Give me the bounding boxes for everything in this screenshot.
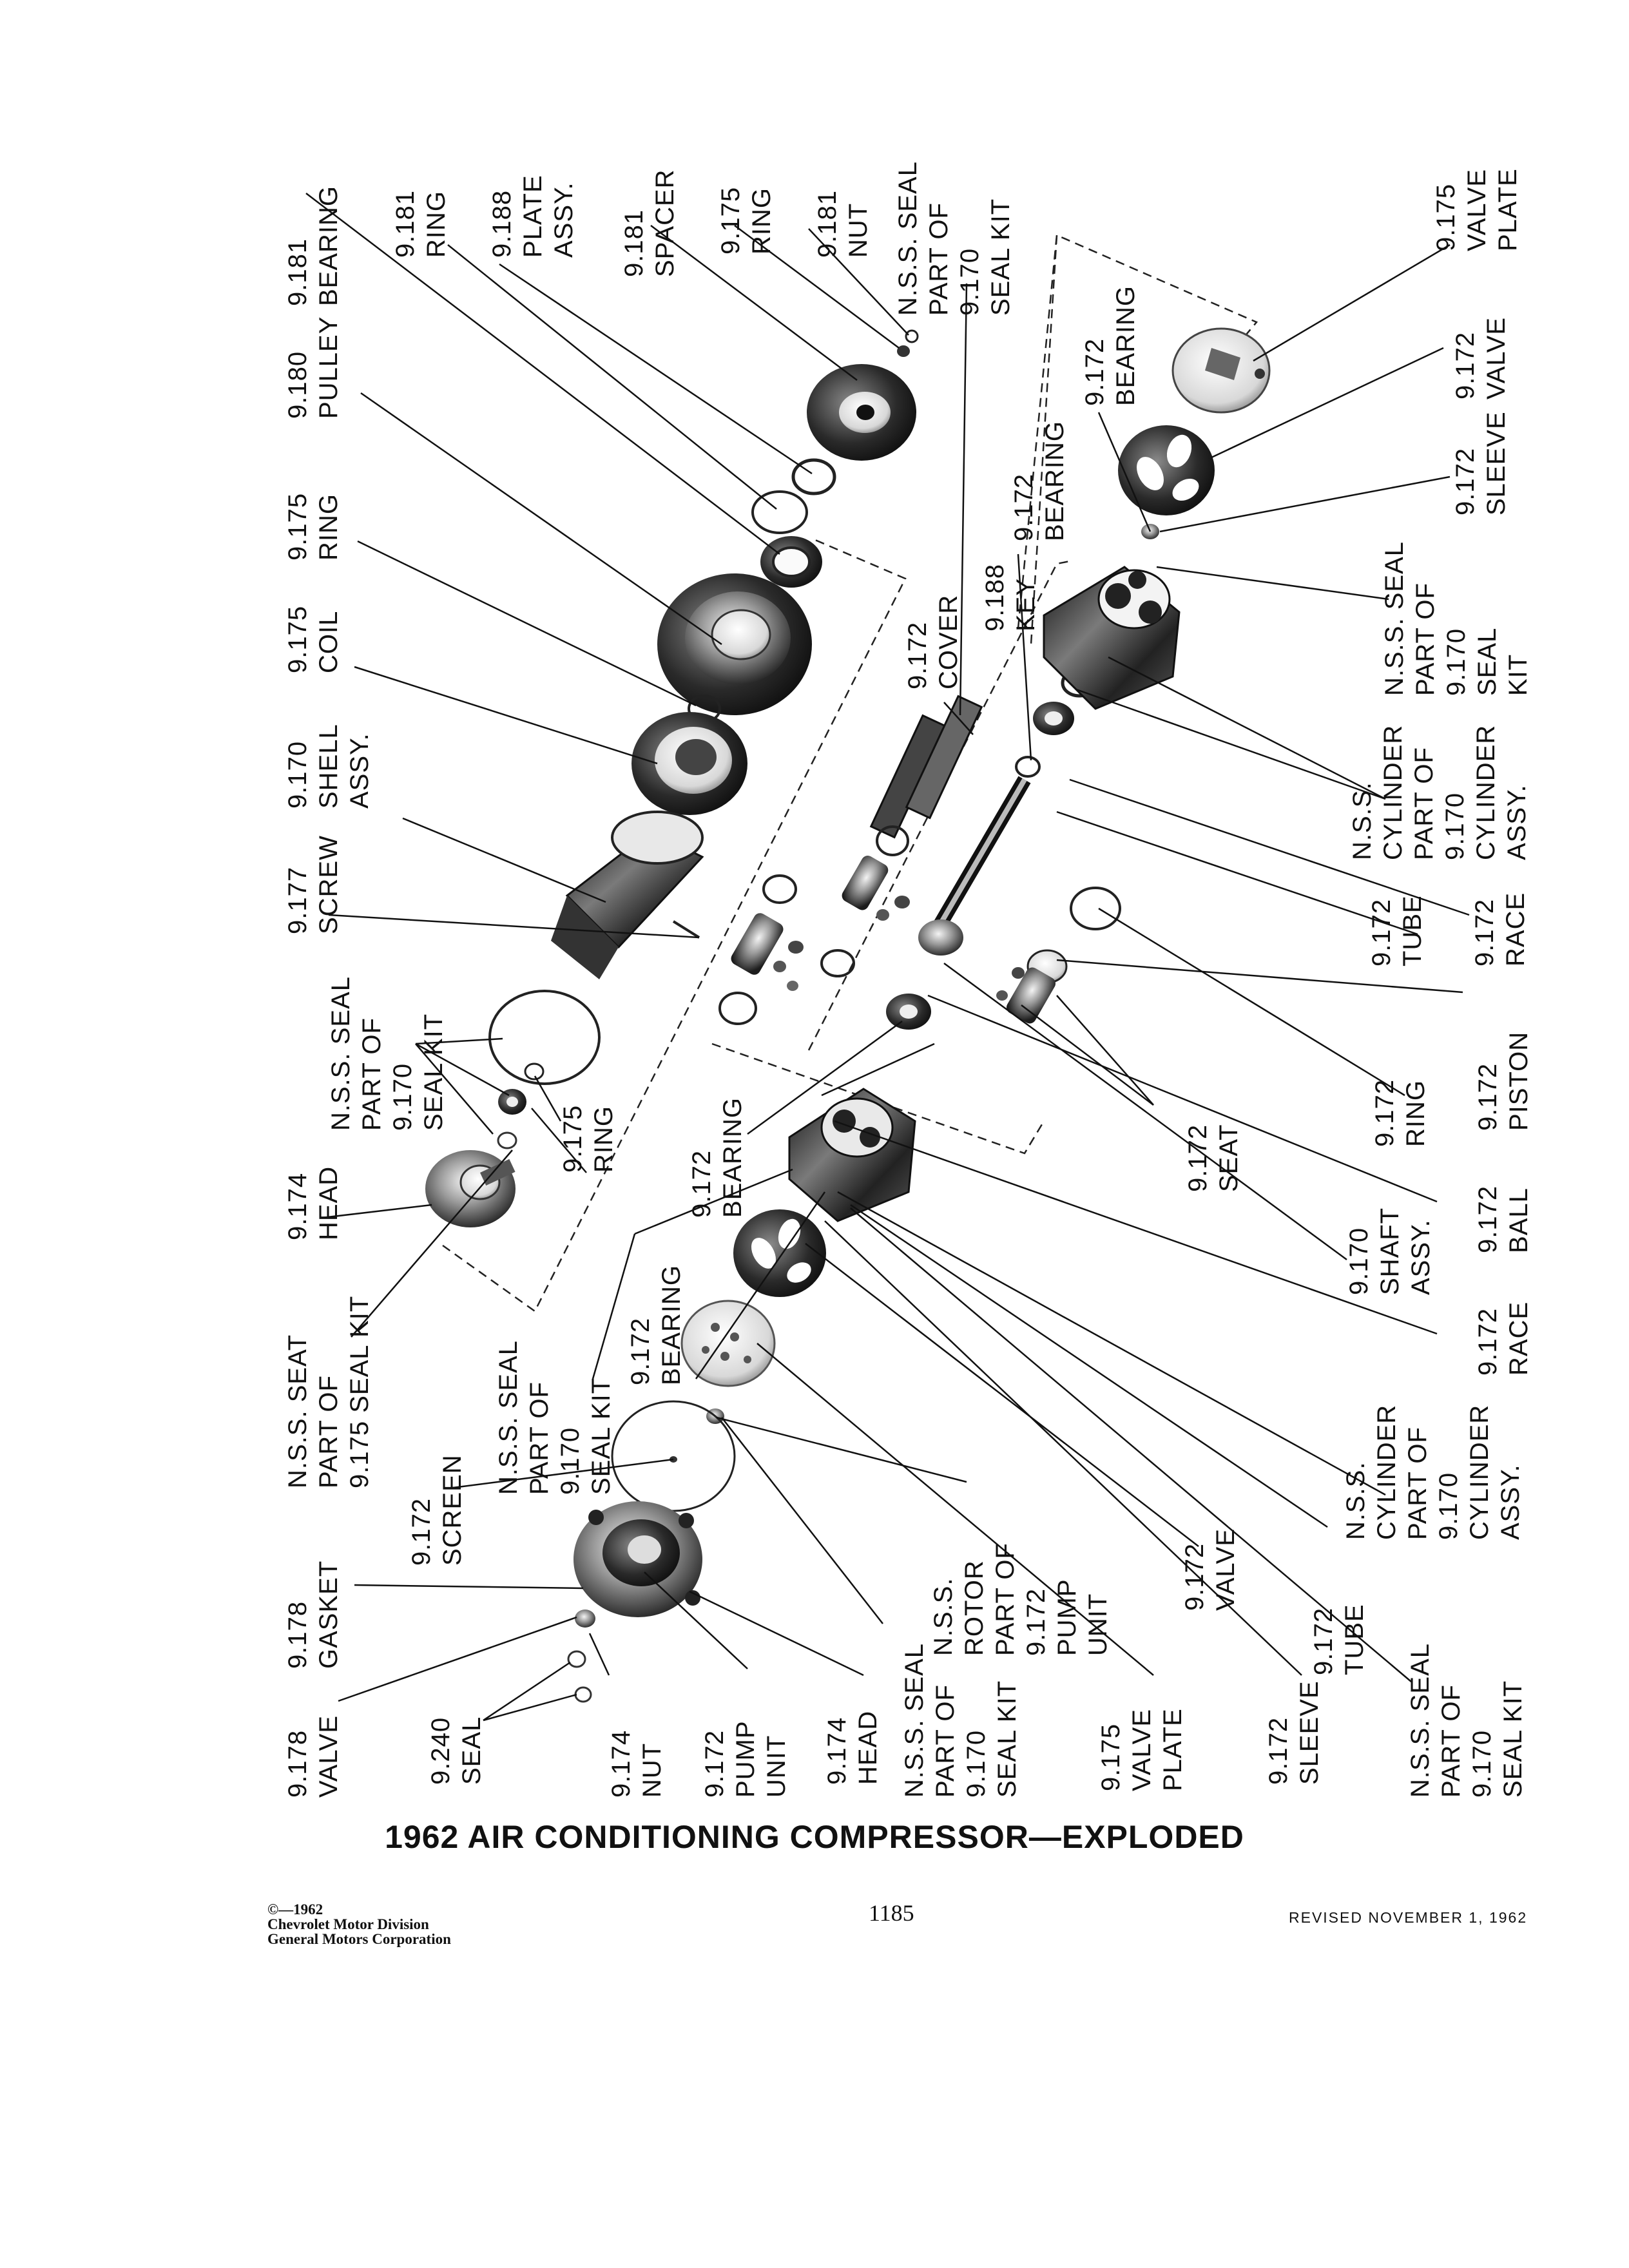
callout-nss-rotor: [928, 1542, 1113, 1656]
callout-ring-9175-top: [715, 187, 777, 255]
callout-line: PART OF: [314, 1375, 343, 1488]
callout-line: SPACER: [651, 169, 679, 277]
callout-line: PART OF: [525, 1381, 554, 1495]
callout-line: RING: [422, 191, 450, 258]
callout-screen-9172: [406, 1454, 468, 1566]
callout-nss-cylinder-lower: [1340, 1405, 1526, 1540]
callout-line: COIL: [314, 610, 343, 673]
callout-nss-seal-top: [892, 161, 1016, 316]
callout-line: 9.172: [1474, 1062, 1502, 1131]
callout-tube-9172-lower: [1308, 1604, 1370, 1675]
callout-line: PUMP: [1053, 1579, 1081, 1656]
callout-line: 9.175: [1432, 183, 1460, 251]
diagram-title: 1962 AIR CONDITIONING COMPRESSOR—EXPLODED: [385, 1819, 1244, 1855]
part-large-seal-ring: [490, 991, 599, 1084]
part-pressure-valve: [568, 1610, 595, 1702]
callout-line: 9.174: [284, 1172, 312, 1240]
page-number: 1185: [869, 1900, 914, 1926]
callout-race-9172-lower: [1472, 1302, 1534, 1376]
callout-line: ASSY.: [1496, 1464, 1525, 1540]
callout-line: 9.170: [1441, 792, 1469, 860]
callout-line: 9.172: [1309, 1607, 1338, 1675]
part-piston-middle: [996, 950, 1066, 1026]
part-piston-ring-b: [822, 950, 854, 976]
callout-line: PLATE: [1494, 168, 1522, 251]
callout-line: 9.170: [1442, 628, 1470, 696]
callout-line: 9.172: [1367, 898, 1396, 966]
callout-line: PART OF: [1410, 747, 1438, 860]
callout-ring-9175-pulley: [282, 493, 344, 561]
callout-line: CYLINDER: [1465, 1404, 1494, 1540]
callout-line: PART OF: [1411, 582, 1440, 696]
callout-line: 9.172: [700, 1729, 729, 1798]
callout-line: GASKET: [314, 1560, 343, 1669]
part-suction-valve: [733, 1209, 826, 1297]
callout-line: VALVE: [1211, 1528, 1240, 1611]
callout-ring-9181: [390, 190, 452, 258]
callout-line: UNIT: [762, 1735, 791, 1798]
callout-valve-9172-lower: [1179, 1528, 1241, 1611]
callout-line: 9.180: [284, 351, 312, 419]
callout-line: N.S.S. SEAL: [900, 1643, 929, 1798]
callout-line: VALVE: [314, 1715, 343, 1798]
callout-line: ASSY.: [550, 182, 578, 258]
callout-screw-9177: [282, 835, 344, 934]
callout-line: N.S.S. SEAL: [1406, 1643, 1434, 1798]
callout-line: SCREEN: [438, 1454, 467, 1566]
callout-line: BEARING: [718, 1097, 747, 1218]
callout-line: 9.181: [284, 238, 312, 306]
callout-line: 9.240: [427, 1716, 455, 1785]
callout-line: 9.174: [823, 1716, 851, 1785]
callout-line: N.S.S. SEAL: [327, 976, 355, 1131]
part-seal-seat: [498, 1133, 516, 1148]
callout-bearing-9172-front: [1008, 421, 1070, 541]
callout-line: RACE: [1505, 1301, 1533, 1376]
callout-line: SEAL KIT: [587, 1377, 615, 1495]
callout-line: 9.175: [559, 1104, 587, 1173]
callout-line: NUT: [638, 1742, 666, 1798]
callout-line: CYLINDER: [1379, 724, 1407, 860]
callout-line: 9.170: [956, 247, 984, 316]
callout-ball-9172: [1472, 1186, 1534, 1253]
callout-nut-9181: [812, 190, 874, 258]
part-pulley-bearing: [760, 536, 822, 588]
callout-line: PLATE: [519, 175, 547, 258]
callout-line: RING: [590, 1106, 618, 1173]
part-rear-valve-plate: [682, 1301, 775, 1386]
callout-line: 9.172: [1371, 1079, 1399, 1147]
callout-bearing-9172-middle: [686, 1097, 748, 1218]
callout-line: N.S.S.: [929, 1577, 958, 1656]
callout-line: PART OF: [991, 1542, 1019, 1656]
callout-line: TUBE: [1398, 895, 1427, 966]
callout-plate-assy-9188: [487, 175, 579, 258]
callout-line: ASSY.: [1407, 1219, 1435, 1295]
part-rear-cylinder: [789, 1089, 915, 1221]
callout-line: 9.175 SEAL KIT: [345, 1295, 374, 1488]
callout-nut-9174: [606, 1730, 668, 1798]
callout-bearing-9172-lower: [625, 1265, 687, 1385]
callout-line: RACE: [1501, 892, 1530, 966]
callout-line: 9.174: [607, 1729, 635, 1798]
callout-line: N.S.S. SEAL: [1380, 541, 1409, 696]
callout-line: BEARING: [1112, 285, 1140, 406]
callout-line: SEAL KIT: [1499, 1680, 1527, 1798]
callout-line: 9.178: [284, 1600, 312, 1669]
part-snap-ring: [753, 492, 807, 533]
callout-line: 9.172: [1474, 1185, 1502, 1253]
callout-line: N.S.S.: [1342, 1461, 1370, 1540]
callout-line: PISTON: [1505, 1031, 1533, 1131]
callout-line: 9.172: [688, 1149, 716, 1218]
callout-line: 9.170: [556, 1427, 584, 1495]
callout-pulley-9180: [282, 316, 344, 419]
callout-nss-seal-center: [493, 1340, 617, 1495]
callout-line: SHELL: [314, 724, 343, 809]
callout-line: VALVE: [1482, 316, 1510, 399]
callout-spacer-9181: [619, 169, 680, 277]
callout-valve-9172-front: [1450, 317, 1512, 399]
callout-valve-plate-9175-top: [1431, 168, 1523, 251]
callout-gasket-9178: [282, 1561, 344, 1669]
callout-line: 9.170: [962, 1729, 990, 1798]
callout-line: 9.181: [391, 189, 419, 258]
callout-line: 9.181: [813, 189, 842, 258]
callout-nss-seal-bottom: [899, 1643, 1023, 1798]
callout-line: 9.181: [620, 209, 648, 277]
callout-line: 9.175: [284, 605, 312, 673]
callout-head-9174-front: [822, 1711, 883, 1785]
callout-nss-seal-bottom-right: [1405, 1643, 1528, 1798]
part-cover-plates: [871, 696, 982, 837]
callout-line: ROTOR: [960, 1560, 988, 1656]
callout-line: PART OF: [925, 202, 953, 316]
callout-line: 9.172: [903, 621, 932, 689]
callout-line: PART OF: [358, 1017, 386, 1131]
callout-line: SEAL: [1473, 627, 1501, 696]
callout-line: HEAD: [854, 1710, 882, 1785]
callout-nss-seal-left: [325, 976, 449, 1131]
pulley-group: [425, 331, 918, 1227]
callout-line: UNIT: [1084, 1593, 1112, 1656]
copyright-year: ©—1962: [267, 1901, 323, 1917]
part-rear-bearing-plate: [807, 364, 916, 461]
callout-line: KIT: [1504, 653, 1532, 696]
callout-line: 9.170: [1468, 1729, 1496, 1798]
callout-line: RING: [1402, 1080, 1430, 1147]
callout-line: RING: [747, 187, 776, 255]
callout-line: 9.175: [284, 492, 312, 561]
callout-line: 9.178: [284, 1729, 312, 1798]
callout-ring-9172: [1369, 1079, 1431, 1147]
copyright-block: [267, 1902, 451, 1946]
callout-line: BEARING: [314, 185, 343, 306]
callout-line: TUBE: [1340, 1604, 1369, 1675]
callout-bearing-9181: [282, 186, 344, 306]
callout-line: 9.172: [1184, 1124, 1212, 1192]
part-screen: [612, 1401, 735, 1511]
callout-tube-9172-right: [1366, 895, 1428, 966]
callout-line: 9.172: [1081, 338, 1109, 406]
callout-line: NUT: [844, 202, 872, 258]
callout-line: SLEEVE: [1295, 1680, 1324, 1785]
callout-bearing-9172-front-top: [1079, 285, 1141, 406]
callout-cover-9172: [902, 595, 964, 689]
callout-line: 9.170: [284, 740, 312, 809]
callout-sleeve-9172-front: [1450, 411, 1512, 515]
callout-line: PULLEY: [314, 316, 343, 419]
revision-date: REVISED NOVEMBER 1, 1962: [1289, 1909, 1528, 1926]
callout-line: SHAFT: [1376, 1207, 1404, 1295]
callout-nss-cylinder-right: [1347, 725, 1532, 860]
callout-shell-assy-9170: [282, 724, 375, 809]
callout-line: N.S.S. SEAT: [284, 1334, 312, 1488]
callout-line: 9.172: [626, 1317, 655, 1385]
callout-sleeve-9172-bottom: [1263, 1680, 1325, 1785]
callout-line: N.S.S. SEAL: [494, 1340, 523, 1495]
callout-line: ASSY.: [345, 733, 374, 809]
callout-line: CYLINDER: [1373, 1404, 1401, 1540]
callout-line: ASSY.: [1503, 784, 1531, 860]
callout-line: SEAT: [1215, 1124, 1243, 1192]
callout-line: 9.172: [1451, 331, 1480, 399]
part-pulley: [657, 573, 812, 715]
callout-nss-seat: [282, 1296, 375, 1488]
part-front-valve: [1118, 425, 1215, 515]
callout-head-9174-rear: [282, 1166, 344, 1240]
division-name: Chevrolet Motor Division: [267, 1916, 429, 1932]
callout-line: 9.170: [1434, 1472, 1463, 1540]
callout-line: PART OF: [1403, 1427, 1432, 1540]
callout-key-9188: [979, 564, 1041, 631]
callout-race-9172-right: [1469, 892, 1531, 966]
callout-seat-9172: [1182, 1124, 1244, 1192]
part-small-ring: [525, 1064, 543, 1079]
callout-line: PLATE: [1159, 1708, 1187, 1791]
callout-line: 9.172: [1022, 1588, 1050, 1656]
callout-line: KEY: [1012, 577, 1040, 631]
callout-line: PART OF: [931, 1684, 959, 1798]
callout-coil-9175: [282, 606, 344, 673]
callout-line: 9.175: [1097, 1723, 1125, 1791]
callout-line: HEAD: [314, 1166, 343, 1240]
callout-line: 9.170: [1345, 1227, 1373, 1295]
callout-line: N.S.S.: [1348, 782, 1376, 860]
callout-line: BEARING: [657, 1264, 686, 1385]
callout-line: CYLINDER: [1472, 724, 1500, 860]
callout-line: 9.172: [1010, 473, 1038, 541]
corporation-name: General Motors Corporation: [267, 1931, 451, 1947]
part-front-valve-plate: [1173, 329, 1269, 412]
callout-line: 9.188: [981, 563, 1009, 631]
callout-line: 9.172: [1451, 447, 1480, 515]
callout-line: RING: [314, 494, 343, 561]
callout-line: 9.172: [1264, 1716, 1293, 1785]
callout-line: 9.177: [284, 866, 312, 934]
callout-line: COVER: [934, 594, 963, 689]
callout-line: VALVE: [1463, 168, 1491, 251]
callout-pump-unit-9172: [699, 1720, 792, 1798]
callout-line: BALL: [1505, 1187, 1533, 1253]
callout-line: PART OF: [1437, 1684, 1465, 1798]
callout-valve-9178: [282, 1715, 344, 1798]
callout-line: 9.172: [1470, 898, 1499, 966]
part-coil: [631, 712, 747, 815]
callout-piston-9172: [1472, 1032, 1534, 1131]
part-ring: [1071, 888, 1120, 929]
callout-ring-9175-head: [557, 1105, 619, 1173]
callout-line: 9.170: [389, 1062, 417, 1131]
callout-shaft-assy-9170: [1344, 1207, 1436, 1295]
callout-line: 9.172: [1181, 1542, 1209, 1611]
callout-line: SLEEVE: [1482, 411, 1510, 515]
callout-line: SCREW: [314, 835, 343, 934]
callout-line: SEAL KIT: [419, 1013, 448, 1131]
callout-line: VALVE: [1128, 1708, 1156, 1791]
callout-line: 9.172: [1474, 1307, 1502, 1376]
callout-line: PUMP: [731, 1720, 760, 1798]
callout-nss-seal-kit-right: [1379, 541, 1534, 696]
callout-line: 9.188: [488, 189, 516, 258]
callout-line: 9.175: [717, 186, 745, 255]
callout-line: 9.172: [407, 1497, 436, 1566]
callout-seal-9240: [425, 1716, 487, 1785]
part-piston-ring-a: [720, 993, 756, 1024]
callout-line: SEAL KIT: [993, 1680, 1021, 1798]
callout-line: BEARING: [1041, 420, 1069, 541]
part-shaft-seal: [498, 1089, 526, 1115]
callout-line: SEAL KIT: [987, 198, 1015, 316]
callout-line: N.S.S. SEAL: [894, 161, 922, 316]
part-shell-assembly: [551, 812, 702, 979]
part-front-head: [574, 1501, 702, 1617]
callout-valve-plate-9175-bottom: [1095, 1708, 1188, 1791]
callout-line: SEAL: [458, 1716, 486, 1785]
part-piston-front: [729, 876, 804, 991]
